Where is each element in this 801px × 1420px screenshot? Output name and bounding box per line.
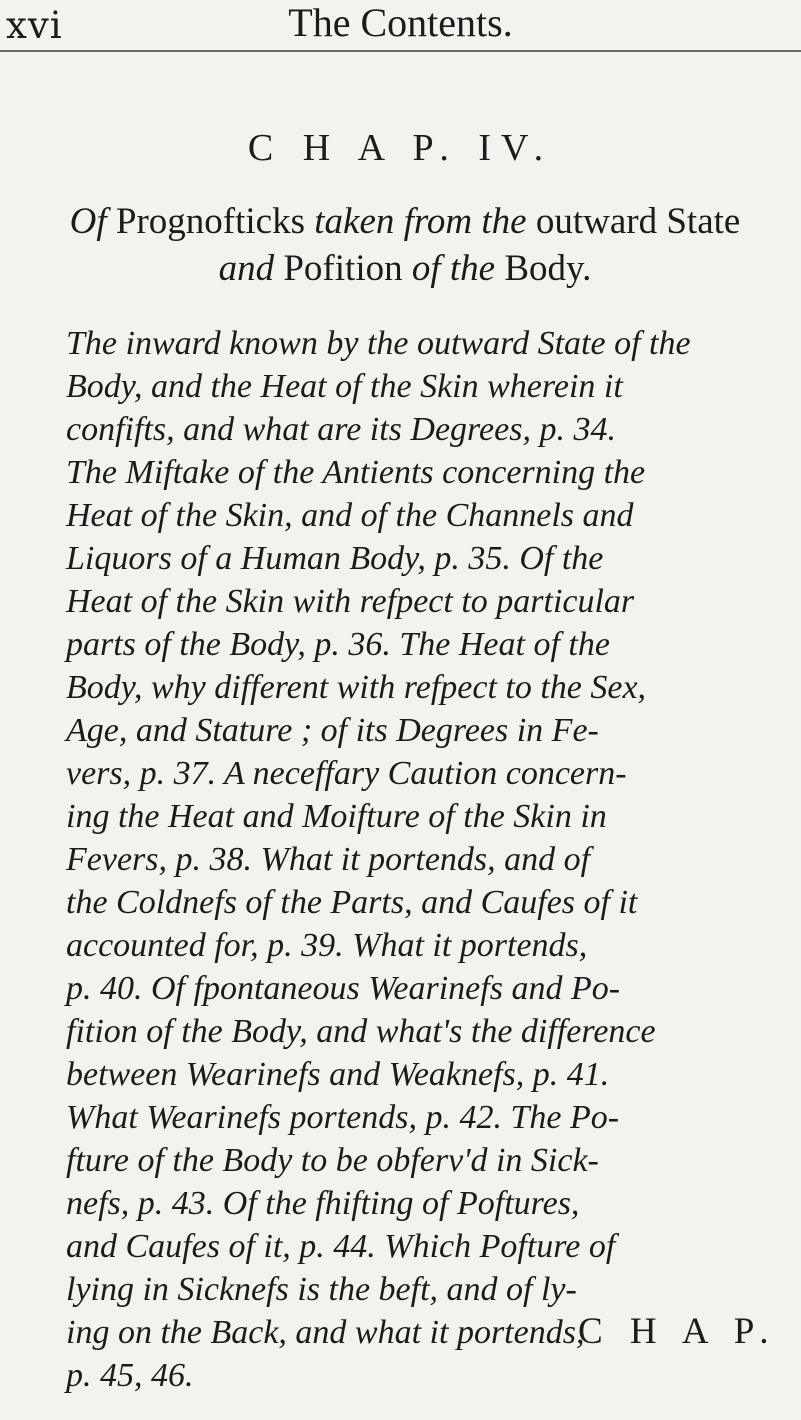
chapter-title xyxy=(60,198,750,292)
contents-line: Heat of the Skin, and of the Channels and xyxy=(66,497,634,534)
page-number: xvi xyxy=(6,4,63,47)
contents-line: vers, p. 37. A neceffary Caution concern- xyxy=(66,755,627,792)
contents-line: confifts, and what are its Degrees, p. 34. xyxy=(66,411,616,448)
chapter-title-part: Pofition xyxy=(274,248,412,289)
chapter-title-part: Prognofticks xyxy=(106,201,315,242)
contents-line: Heat of the Skin with refpect to particular xyxy=(66,583,635,620)
chapter-title-part: of the xyxy=(411,248,496,289)
chapter-title-part: and xyxy=(218,248,275,289)
contents-line: fture of the Body to be obferv'd in Sick- xyxy=(66,1142,599,1179)
contents-line: accounted for, p. 39. What it portends, xyxy=(66,927,588,964)
contents-line: ing the Heat and Moifture of the Skin in xyxy=(66,798,607,835)
contents-line: Liquors of a Human Body, p. 35. Of the xyxy=(66,540,604,577)
contents-line: The inward known by the outward State of the xyxy=(66,325,691,362)
chapter-title-part: Body. xyxy=(495,248,592,289)
contents-line: between Wearinefs and Weaknefs, p. 41. xyxy=(66,1056,610,1093)
catchword: C H A P. xyxy=(578,1311,778,1352)
contents-line: Fevers, p. 38. What it portends, and of xyxy=(66,841,591,878)
chapter-heading: C H A P. IV. xyxy=(247,127,554,169)
contents-line: nefs, p. 43. Of the fhifting of Poftures, xyxy=(66,1185,580,1222)
contents-line: and Caufes of it, p. 44. Which Pofture of xyxy=(66,1228,616,1265)
contents-line: lying in Sicknefs is the beft, and of ly- xyxy=(66,1271,577,1308)
chapter-title-part: taken from the xyxy=(314,201,527,242)
contents-line: Body, why different with refpect to the Sex, xyxy=(66,669,647,706)
contents-line: What Wearinefs portends, p. 42. The Po- xyxy=(66,1099,620,1136)
contents-line: p. 40. Of fpontaneous Wearinefs and Po- xyxy=(66,970,621,1007)
contents-line: ing on the Back, and what it portends, xyxy=(66,1314,585,1351)
contents-line: p. 45, 46. xyxy=(66,1357,194,1394)
contents-line: Body, and the Heat of the Skin wherein it xyxy=(66,368,623,405)
contents-entries xyxy=(66,322,766,1397)
contents-line: Age, and Stature ; of its Degrees in Fe- xyxy=(66,712,599,749)
chapter-title-part: Of xyxy=(69,201,107,242)
contents-line: the Coldnefs of the Parts, and Caufes of it xyxy=(66,884,638,921)
contents-line: parts of the Body, p. 36. The Heat of the xyxy=(66,626,610,663)
header-rule xyxy=(0,50,801,52)
contents-line: fition of the Body, and what's the difference xyxy=(66,1013,656,1050)
contents-line: The Miftake of the Antients concerning the xyxy=(66,454,646,491)
chapter-title-part: outward State xyxy=(526,201,741,242)
running-title: The Contents. xyxy=(288,0,513,45)
